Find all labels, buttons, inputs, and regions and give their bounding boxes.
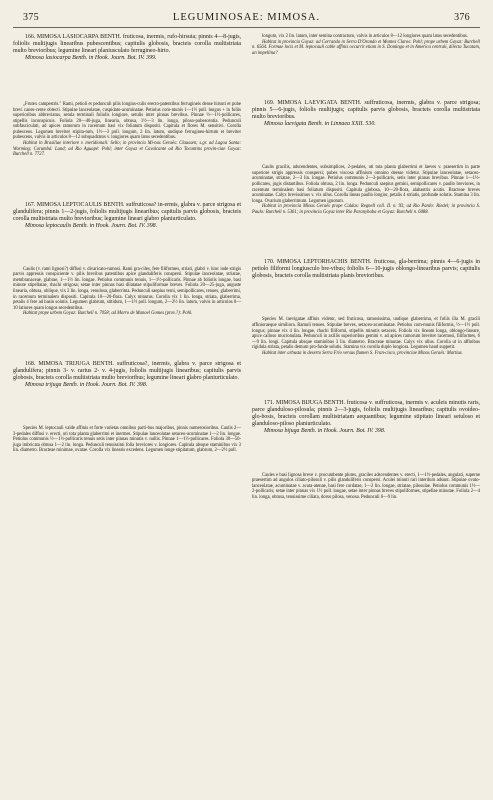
text-columns	[13, 34, 480, 500]
description-text: Caulis gracilis, adscendentes, subsimplices, 2-pedales, uti tota planta glaberrimi et laeves v. praesertim in parte superiore strigis appressis conspersi; pubes viscosa affinium omnino deesse videtur. Stipulae lanceolatae, setaceo-acuminatae, striatae, 2—3 lin. longae. Petiolus communis 2—3-pollicaris, setis inter pinnas brevibus. Pinnae 1—1½-pollicares, jugis distantibus. Foliola obtusa, 2 lin. longa. Pedunculi saepius gemini, semipollicares v. paullo breviores, in racemum terminalem basi foliatum dispositi. Capitula globosa, 10—20-flora, alabastris acutis. Bracteae breves acuminatae. Calyx brevissimus v. vix ullus. Corolla lineas paullo longior, petalis 4 striatis, profunde solutis. Stamina 3 lin. longa. Ovarium glaberrimum. Legumen ignotum.	[252, 165, 480, 204]
habitat-note: Habitat inter arbusta in deserto Serra Frio versus flumen S. Fran-cisco, provinciae Minas Geraës: Martius.	[262, 350, 463, 356]
citation: Mimosa lasiocarpa Benth. in Hook. Journ. Bot. IV. 399.	[25, 55, 157, 62]
spacer	[13, 333, 241, 345]
citation: Mimosa laevigata Benth. in Linnaea XXII. 530.	[264, 121, 376, 128]
species-diagnosis: 171. MIMOSA BIJUGA BENTH. fruticosa v. suffruticosa, inermis v. aculeis minutis raris, parce glanduloso-pilosula; pinnis 2—3-jugis, foliolis multijugis linearibus; capitulis ovoideo-glo-bosis, bracteis corollam multistriatam aequantibus; legumine stipitato lineari setuloso et glanduloso-piloso planiurticulato.	[252, 400, 480, 428]
description-text: „Frutex campestris." Rami, petioli et pedunculi pilis longius-culis erecto-patentibus ferrugineis dense hirsuti et pube brevi canes-cente obtecti. Stipulae lanceolatae, cuspidato-acuminatae. Petiolus com-munis 1—1½ poll. longus + in foliis superioribus abbreviatus, setula terminali foliolis longiore, setulis inter pinnas brevibus. Pinnae ½—1½-pollicares, stipellis inconspicuis. Foliola 20—40-juga, linearia, obtusa, 1½—3 lin. longa, piloso-pubescentia. Pedunculi subfasciculati, ad apices ramorum in racemum basi vix foliatum dispositi. Capitula et flores M. sensitivi. Corolla pubescens. Legumen breviter stipita-tum, 1½—3 poll. longum, 2 lin. latum, undique ferrugineo-hirtum et breviter pubescens, valvis in articulos 8—12 subquadratos v. longiores quam latos secedentibus.	[13, 102, 241, 141]
citation: Mimosa bijuga Benth. in Hook. Journ. Bot. IV. 398.	[264, 428, 386, 435]
species-diagnosis: 168. MIMOSA TRIJUGA BENTH. suffruticosa?, inermis, glabra v. parce strigosa et glandulifera; pinnis 3- v. rarius 2- v. 4-jugis, foliolis multijugis linearibus; capitulis parvis globosis, bracteis corolla multistriata multo brevioribus; legumine lineari glabro planiurticulato.	[13, 360, 241, 381]
species-diagnosis: 169. MIMOSA LAEVIGATA BENTH. suffruticosa, inermis, glabra v. parce strigosa; pinnis 5—6-jugis, foliolis multijugis; capitulis parvis globosis, bracteis corolla multistriata multo brevioribus.	[252, 100, 480, 121]
species-diagnosis: 167. MIMOSA LEPTOCAULIS BENTH. suffruticosa? in-ermis, glabra v. parce strigosa et glandulifera; pinnis 1—2-jugis, foliolis multijugis linearibus; capitulis parvis globosis, bracteis corolla multistriata multo brevioribus; legumine lineari glabro planiurticulato.	[13, 201, 241, 222]
description-text: Species M. laevigatae affinis videtur, sed fruticosa, ramosissima, undique glaberrima, et foliis illa M. gracili affinioraeque similiora. Ramuli tenues. Stipulae breves, setaceo-acuminatae. Petiolus com-munis filiformis, ½—1½ poll. longus; pinnae vix 4 lin. longae, rhachi filiformi, stipellis minutis setaceis. Foliola vix lineam longa, oblongo-lineare, apice calloso mucronulata. Pedunculi in axillis superioribus gemini v. ad apices ramorum breviter racemosi, filiformes, 6—9 lin. longi. Capitula absque staminibus 3 lin. diametro. Bracteae minutae. Calyx vix ullus. Corolla ut in affinibus rigidula striata, petalis demum pro-funde solutis. Stamina vix corolla duplo longiora. Legumen haud suppetit.	[252, 317, 480, 351]
page-number-right: 376	[454, 12, 470, 23]
description-text: longum, vix 2 lin. latum, inter semina contractum, valvis in articulos 8—12 longiores quam latos secedentibus.	[262, 34, 468, 39]
spacer	[13, 246, 241, 251]
running-head	[13, 12, 480, 23]
spacer	[252, 231, 480, 243]
right-column	[252, 34, 480, 500]
habitat-note: Habitat in provincia Minas Geraës prope Caldas: Regnell coll. II. n. 93; ad Rio Pardo: Riedel; in provincia S. Paulo: Burchell n. 5361; in provincia Goyaz inter Rio Paranyhaba et Goyaz: Burchell n. 6088.	[252, 204, 480, 215]
citation: Mimosa trijuga Benth. in Hook. Journ. Bot. IV. 398.	[25, 381, 148, 388]
spacer	[252, 452, 480, 457]
description-text: Caulis (v. rami lignosi?) diffusi v. divaricato-ramosi. Rami gra-ciles, fere filiformes, striati, glabri v. hinc inde strigis parvis appressis conspiciente v. pilis brevibus patentibus apice glanduliferis conspersi. Stipulae lanceolatae, striatae, membranaceae, glabrae, 1—1½ lin. longae. Petiolus communis tenuis, 1—1½-pollicaris. Pinnae ab foliolis longae, basi minute stipellatae, rhachi strigosa; setae inter pinnas basi dilatatae stipuliformae breves. Foliola 20—25-juga, anguste linearia, obtusa, oblique, vix 2 lin. longa, venulosa, glaberrima. Pedunculi saepius terni, semipollicares, tenues, glaberrimi, in racemum terminalem dispositi. Capitula 10—20-flora. Calyx minutus. Corolla vix 1 lin. longa, striata, glaberrima, petalis 4 fere ad basin solutis. Legumen glabrum, stitidum, 1—1½ poll. longum, 2—2½ lin. latum, valvis in articulos 8—10 latiores quam longos secedentibus.	[13, 266, 241, 311]
species-diagnosis: 170. MIMOSA LEPTORHACHIS BENTH. fruticosa, gla-berrima; pinnis 4—6-jugis in petiolo filiformi longiusculo bre-vibus; foliolis 6—10-jugis oblongo-linearibus parvis; capitulis globosis, bracteis corolla multistriata planis brevioribus.	[252, 259, 480, 280]
spacer	[13, 405, 241, 410]
left-column	[13, 34, 241, 500]
description-text: Species M. leptocauli valde affinis et forte varietas omnibus parti-bus majoribus, pinnis numerosioribus. Caulis 2—3-pedales diffusi v. erecti, uti tota planta glaberrimi et inermes. Stipulae lanceolatae setaceo-acuminatae 1—2 lin. longae. Petiolus communis ½—1½-pollicaris tenuis setis inter pinnas minutis v. nullis. Pinnae 1—1½-pollicares. Foliola 30—50-juga imbricata obtusa 1—2 lin. longa. Pedunculi tenuissimi folia breviores v. longiores. Capitula absque staminibus vix 3 lin. diametro. Bracteae minimae, ovatae. Corolla vix linearis excedens. Legumen longe stipitatum, glabrum, 2—2½ poll.	[13, 425, 241, 454]
spacer	[252, 72, 480, 84]
header-rule	[13, 27, 480, 28]
habitat-note: Habitat prope urbem Goyaz: Burchell n. 7058; ad Morro de Manoel Gomes (prov.?): Pohl.	[23, 311, 193, 317]
habitat-note: Habitat in provincia Goyaz: ad Corrando in Serra D'Orando et Montes Claros: Pohl; prope urbem Goyaz: Burchell n. 6564. Formae locis et M. leptocauli cable affinis occurrit etiam in S. Domingo et in America centrali, dilecta Tucatam, an impellina?	[252, 39, 480, 56]
running-title: LEGUMINOSAE: MIMOSA.	[172, 12, 321, 23]
page-number-left: 375	[23, 12, 39, 23]
citation: Mimosa leptocaulis Benth. in Hook. Journ. Bot. IV. 398.	[25, 222, 158, 229]
description-text: Caules e basi lignosa breve v. procumbente plures, graciles adscendentes v. erecti, 1—1½-pedales, angulati, superne praesertim ad angulos ciliato-pilosuli v. pilis glanduliferis conspersi. Aculei minuti rari interdum adsunt. Stipulae ovato-lanceolatae, acuminatae v. acuta-atenae, basi fere cordatae, 1—2 lin. longae, striatae, pilosulae. Petiolus communis 1½—2-pollicaris; setae inter pinnas vix 1½ poll. longae, setae inter pinnas breves stipuliformes, stipellae minutae. Foliola 2—4 lin. longa, obtusa, tenuissime ciliata, dorso pilosa, venosa. Pedunculi 6—9 lin.	[252, 472, 480, 500]
spacer	[252, 296, 480, 301]
spacer	[252, 372, 480, 384]
spacer	[13, 78, 241, 86]
species-diagnosis: 166. MIMOSA LASIOCARPA BENTH. fruticosa, inermis, rufo-hirsuta; pinnis 4—8-jugis, foliolis multijugis linearibus pubescentibus; capitulis globosis, bracteis corolla multistriata multo brevioribus; legumine lineari planiusculato ferrugineo-hirto.	[13, 34, 241, 55]
spacer	[252, 144, 480, 149]
habitat-note: Habitat in Brasiliae interiore v. meridionali: Sello; in provincia Mi-nas Geraës: Claussen; s.gr. ad Lagoa Santa: Warming; Corumbá: Lund; ad Rio Aguapé: Pohl; inter Goyaz et Cavalcante ad Rio Tocantins provin-ciae Goyaz: Burchell n. 7727.	[13, 141, 241, 158]
spacer	[13, 174, 241, 186]
